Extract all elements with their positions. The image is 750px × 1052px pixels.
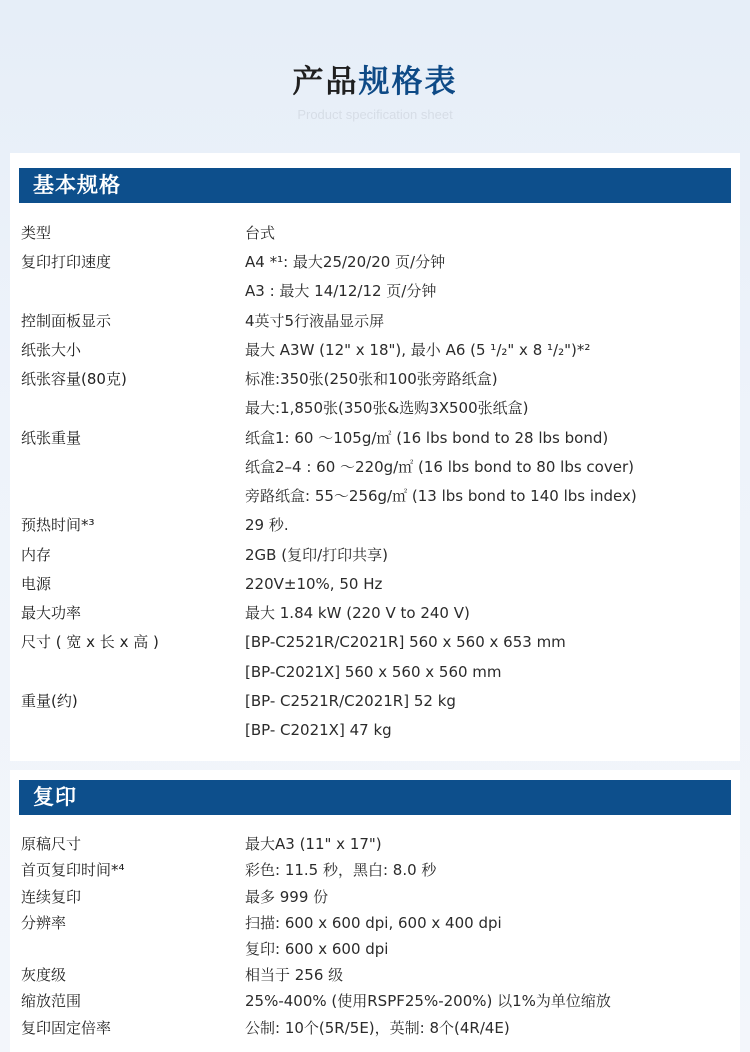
spec-label: 电源 [21, 575, 52, 593]
spec-value: [BP- C2521R/C2021R] 52 kg [245, 692, 456, 710]
spec-row [10, 454, 740, 480]
spec-row [10, 366, 740, 392]
spec-value: 复印: 600 x 600 dpi [245, 940, 389, 958]
spec-label: 类型 [21, 224, 52, 242]
basic-specs-card [10, 153, 740, 761]
spec-label: 首页复印时间*⁴ [21, 861, 125, 879]
spec-row [10, 962, 740, 988]
spec-label: 重量(约) [21, 692, 78, 710]
spec-row [10, 483, 740, 509]
spec-row [10, 717, 740, 743]
spec-label: 灰度级 [21, 966, 67, 984]
spec-value: 公制: 10个(5R/5E)，英制: 8个(4R/4E) [245, 1019, 510, 1037]
spec-value: 220V±10%, 50 Hz [245, 575, 383, 593]
spec-row [10, 425, 740, 451]
spec-row [10, 571, 740, 597]
spec-row [10, 831, 740, 857]
spec-row [10, 1015, 740, 1041]
spec-label: 最大功率 [21, 604, 82, 622]
spec-row [10, 220, 740, 246]
section-title-basic-specs: 基本规格 [19, 168, 731, 203]
spec-row [10, 278, 740, 304]
spec-label: 预热时间*³ [21, 516, 95, 534]
spec-value: 纸盒2–4 : 60 ～220g/㎡ (16 lbs bond to 80 lbs cover) [245, 458, 634, 476]
spec-value: 最多 999 份 [245, 888, 329, 906]
spec-value: 旁路纸盒: 55～256g/㎡ (13 lbs bond to 140 lbs index) [245, 487, 637, 505]
spec-value: 最大 1.84 kW (220 V to 240 V) [245, 604, 470, 622]
spec-value: 4英寸5行液晶显示屏 [245, 312, 385, 330]
spec-row [10, 884, 740, 910]
spec-value: 相当于 256 级 [245, 966, 344, 984]
spec-label: 内存 [21, 546, 52, 564]
spec-row [10, 659, 740, 685]
spec-label: 纸张重量 [21, 429, 82, 447]
title-accent: 规格表 [358, 64, 458, 100]
copy-specs-card [10, 770, 740, 1052]
spec-value: 最大A3 (11" x 17") [245, 835, 382, 853]
spec-label: 纸张大小 [21, 341, 82, 359]
page-title [0, 56, 750, 101]
spec-row [10, 688, 740, 714]
spec-label: 控制面板显示 [21, 312, 112, 330]
spec-row [10, 629, 740, 655]
spec-value: 纸盒1: 60 ～105g/㎡ (16 lbs bond to 28 lbs bond) [245, 429, 609, 447]
spec-value: 2GB (复印/打印共享) [245, 546, 388, 564]
spec-label: 纸张容量(80克) [21, 370, 127, 388]
spec-value: A4 *¹: 最大25/20/20 页/分钟 [245, 253, 446, 271]
spec-row [10, 249, 740, 275]
spec-row [10, 542, 740, 568]
page-header [0, 0, 750, 150]
spec-row [10, 910, 740, 936]
spec-value: 台式 [245, 224, 276, 242]
spec-value: 最大 A3W (12" x 18"), 最小 A6 (5 ¹/₂" x 8 ¹/₂")*² [245, 341, 591, 359]
page-subtitle: Product specification sheet [297, 107, 453, 122]
section-title-copy: 复印 [19, 780, 731, 815]
spec-row [10, 988, 740, 1014]
spec-value: [BP- C2021X] 47 kg [245, 721, 392, 739]
title-prefix: 产品 [292, 64, 359, 100]
spec-label: 缩放范围 [21, 992, 82, 1010]
spec-label: 尺寸 ( 宽 x 长 x 高 ) [21, 633, 159, 651]
spec-label: 复印打印速度 [21, 253, 112, 271]
spec-value: 最大:1,850张(350张&选购3X500张纸盒) [245, 399, 529, 417]
spec-row [10, 857, 740, 883]
spec-value: 25%-400% (使用RSPF25%-200%) 以1%为单位缩放 [245, 992, 611, 1010]
spec-label: 分辨率 [21, 914, 67, 932]
spec-row [10, 600, 740, 626]
spec-value: A3 : 最大 14/12/12 页/分钟 [245, 282, 437, 300]
spec-row [10, 337, 740, 363]
spec-label: 连续复印 [21, 888, 82, 906]
spec-label: 原稿尺寸 [21, 835, 82, 853]
spec-row [10, 512, 740, 538]
spec-value: 彩色: 11.5 秒，黑白: 8.0 秒 [245, 861, 437, 879]
spec-label: 复印固定倍率 [21, 1019, 112, 1037]
spec-row [10, 308, 740, 334]
spec-row [10, 936, 740, 962]
spec-value: 29 秒. [245, 516, 289, 534]
spec-value: 扫描: 600 x 600 dpi, 600 x 400 dpi [245, 914, 502, 932]
spec-row [10, 395, 740, 421]
spec-value: [BP-C2021X] 560 x 560 x 560 mm [245, 663, 502, 681]
spec-value: [BP-C2521R/C2021R] 560 x 560 x 653 mm [245, 633, 566, 651]
spec-value: 标准:350张(250张和100张旁路纸盒) [245, 370, 498, 388]
